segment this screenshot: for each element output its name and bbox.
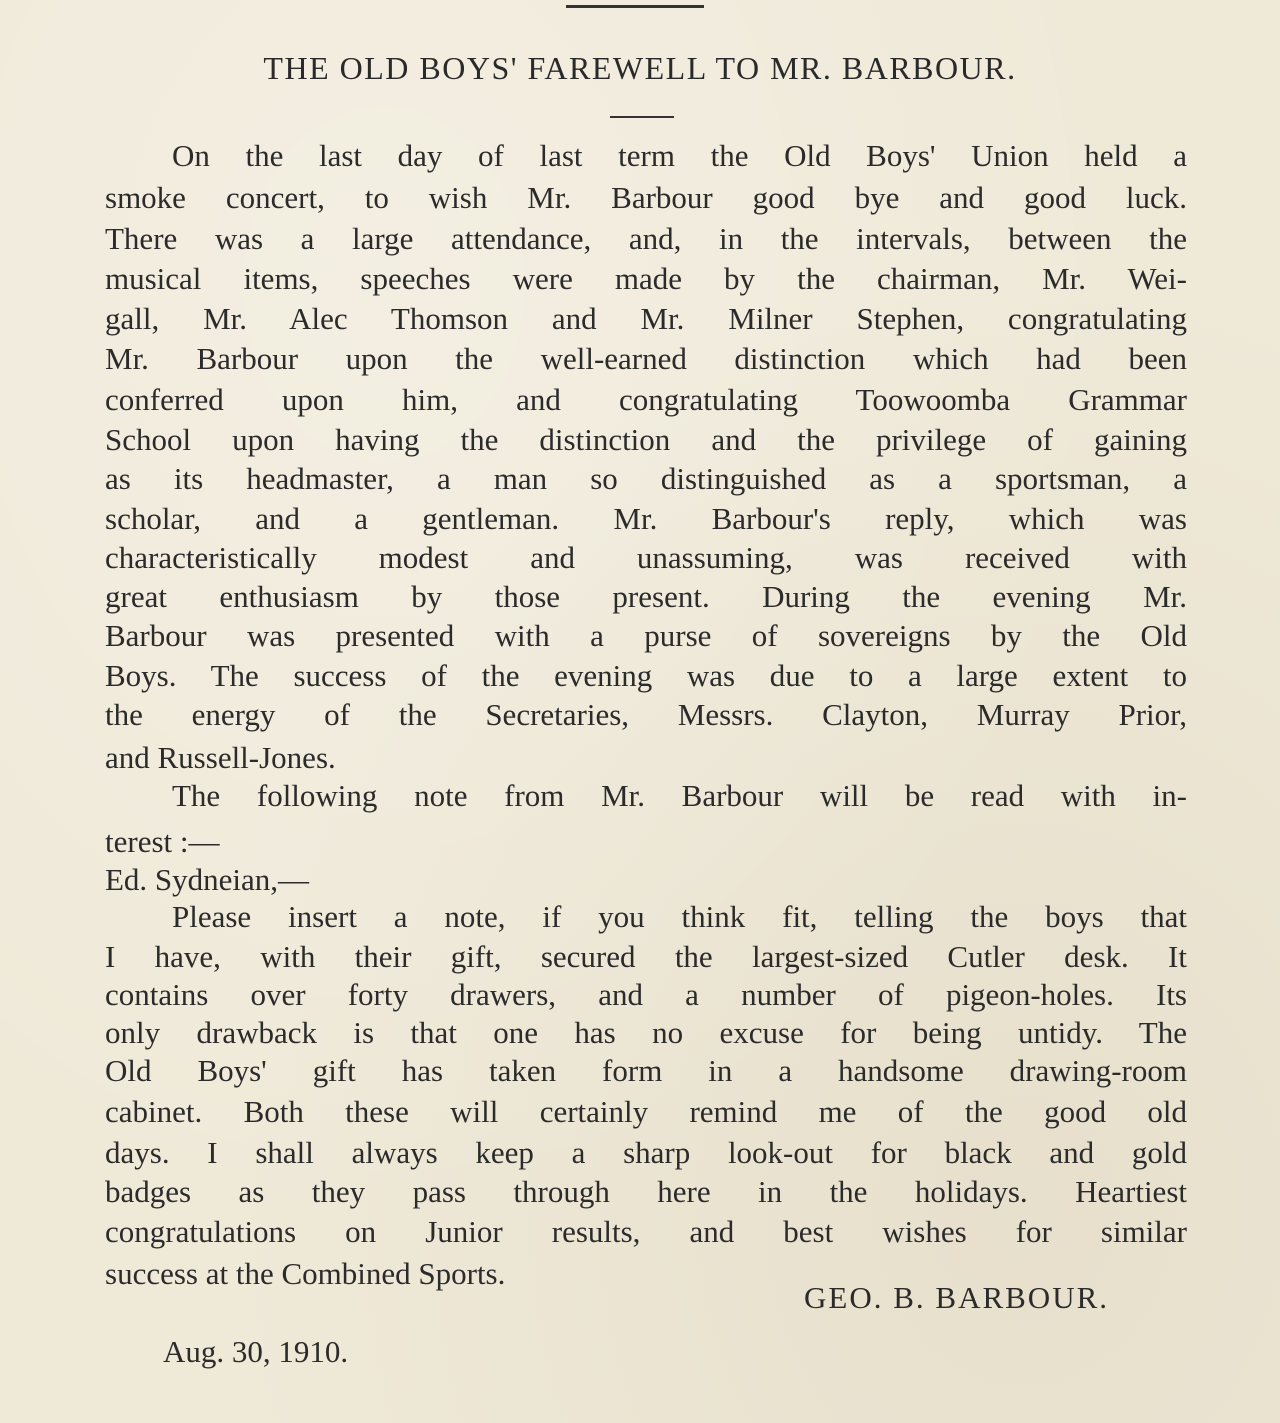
text-line: Old Boys' gift has taken form in a handsome drawing-room	[105, 1053, 1187, 1088]
text-line: Mr. Barbour upon the well-earned distinction which had been	[105, 341, 1187, 376]
text-line: congratulations on Junior results, and best wishes for similar	[105, 1214, 1187, 1249]
text-line: scholar, and a gentleman. Mr. Barbour's reply, which was	[105, 501, 1187, 536]
text-line: as its headmaster, a man so distinguished as a sportsman, a	[105, 461, 1187, 496]
text-line: The following note from Mr. Barbour will be read with in-	[172, 778, 1187, 813]
text-line: Boys. The success of the evening was due to a large extent to	[105, 658, 1187, 693]
text-line: Please insert a note, if you think fit, telling the boys that	[172, 899, 1187, 934]
text-line: conferred upon him, and congratulating Toowoomba Grammar	[105, 382, 1187, 417]
text-line: School upon having the distinction and the privilege of gaining	[105, 422, 1187, 457]
text-line: characteristically modest and unassuming, was received with	[105, 540, 1187, 575]
article-title: THE OLD BOYS' FAREWELL TO MR. BARBOUR.	[263, 50, 1017, 86]
text-line: contains over forty drawers, and a number of pigeon-holes. Its	[105, 977, 1187, 1012]
text-line: the energy of the Secretaries, Messrs. Clayton, Murray Prior,	[105, 697, 1187, 732]
text-line: smoke concert, to wish Mr. Barbour good bye and good luck.	[105, 180, 1187, 215]
letter-date: Aug. 30, 1910.	[163, 1334, 349, 1369]
text-line: and Russell-Jones.	[105, 740, 336, 775]
text-line: On the last day of last term the Old Boys' Union held a	[172, 138, 1187, 173]
text-line: badges as they pass through here in the holidays. Heartiest	[105, 1174, 1187, 1209]
salutation: Ed. Sydneian,—	[105, 862, 310, 897]
text-line: success at the Combined Sports.	[105, 1256, 506, 1291]
text-line: days. I shall always keep a sharp look-out for black and gold	[105, 1135, 1187, 1170]
text-line: gall, Mr. Alec Thomson and Mr. Milner Stephen, congratulating	[105, 301, 1187, 336]
text-line: I have, with their gift, secured the largest-sized Cutler desk. It	[105, 939, 1187, 974]
text-line: Barbour was presented with a purse of sovereigns by the Old	[105, 618, 1187, 653]
title-divider	[610, 116, 674, 118]
top-rule	[566, 5, 704, 8]
text-line: cabinet. Both these will certainly remind me of the good old	[105, 1094, 1187, 1129]
text-line: only drawback is that one has no excuse for being untidy. The	[105, 1015, 1187, 1050]
text-line: terest :—	[105, 824, 220, 859]
text-line: great enthusiasm by those present. During the evening Mr.	[105, 579, 1187, 614]
text-line: There was a large attendance, and, in the intervals, between the	[105, 221, 1187, 256]
text-line: musical items, speeches were made by the chairman, Mr. Wei-	[105, 261, 1187, 296]
signature: GEO. B. BARBOUR.	[804, 1280, 1110, 1315]
